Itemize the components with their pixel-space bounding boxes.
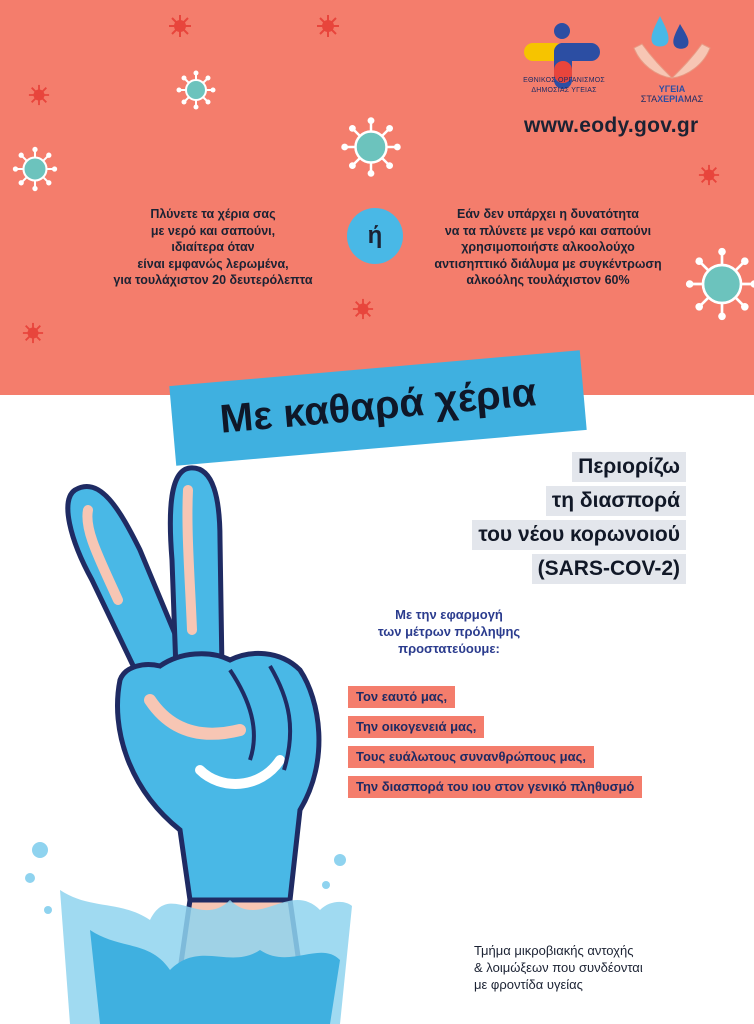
virus-icon bbox=[352, 298, 374, 320]
eody-name-line: ΔΗΜΟΣΙΑΣ ΥΓΕΙΑΣ bbox=[531, 87, 597, 94]
campaign-name bbox=[624, 84, 720, 104]
credit-line: & λοιμώξεων που συνδέονται bbox=[474, 960, 643, 975]
department-credit bbox=[474, 942, 734, 993]
coronavirus-icon bbox=[684, 246, 754, 322]
eody-name-line: ΕΘΝΙΚΟΣ ΟΡΓΑΝΙΣΜΟΣ bbox=[523, 77, 605, 84]
sanitizer-instructions bbox=[416, 206, 680, 289]
wash-instructions bbox=[78, 206, 348, 289]
coronavirus-icon bbox=[12, 146, 58, 192]
instruction-line: να τα πλύνετε με νερό και σαπούνι bbox=[444, 223, 652, 238]
heading bbox=[414, 452, 686, 588]
credit-line: με φροντίδα υγείας bbox=[474, 977, 583, 992]
intro-line: των μέτρων πρόληψης bbox=[377, 624, 521, 639]
instruction-line: Πλύνετε τα χέρια σας bbox=[150, 207, 276, 221]
eody-name bbox=[514, 76, 614, 96]
credit-line: Τμήμα μικροβιακής αντοχής bbox=[474, 943, 634, 958]
heading-line: (SARS-COV-2) bbox=[532, 554, 686, 584]
virus-icon bbox=[698, 164, 720, 186]
instruction-line: για τουλάχιστον 20 δευτερόλεπτα bbox=[113, 273, 313, 287]
coronavirus-icon bbox=[176, 70, 216, 110]
virus-icon bbox=[22, 322, 44, 344]
protection-list bbox=[348, 686, 728, 806]
instruction-line: χρησιμοποιήστε αλκοολούχο bbox=[461, 240, 635, 254]
campaign-word: ΣΤΑ bbox=[640, 94, 658, 104]
instruction-line: είναι εμφανώς λερωμένα, bbox=[137, 256, 289, 271]
instruction-line: αντισηπτικό διάλυμα με συγκέντρωση bbox=[434, 256, 662, 271]
peace-hand-illustration bbox=[0, 430, 360, 1024]
hands-water-logo bbox=[630, 8, 714, 88]
virus-icon bbox=[28, 84, 50, 106]
heading-line: Περιορίζω bbox=[572, 452, 686, 482]
intro-line: προστατεύουμε: bbox=[398, 641, 500, 656]
list-item: Την διασπορά του ιου στον γενικό πληθυσμό bbox=[348, 776, 642, 798]
instruction-line: αλκοόλης τουλάχιστον 60% bbox=[466, 273, 630, 287]
list-item: Τους ευάλωτους συνανθρώπους μας, bbox=[348, 746, 594, 768]
instruction-line: με νερό και σαπούνι, bbox=[150, 223, 276, 238]
list-item: Τον εαυτό μας, bbox=[348, 686, 455, 708]
instruction-line: ιδιαίτερα όταν bbox=[171, 240, 255, 254]
heading-line: του νέου κορωνοιού bbox=[472, 520, 686, 550]
heading-line: τη διασπορά bbox=[546, 486, 686, 516]
list-item: Την οικογενειά μας, bbox=[348, 716, 484, 738]
coronavirus-icon bbox=[340, 116, 402, 178]
website-link[interactable]: www.eody.gov.gr bbox=[524, 114, 699, 137]
campaign-word: ΧΕΡΙΑ bbox=[657, 94, 685, 104]
instruction-line: Εάν δεν υπάρχει η δυνατότητα bbox=[457, 207, 639, 221]
campaign-word: ΥΓΕΙΑ bbox=[658, 84, 686, 94]
intro-line: Με την εφαρμογή bbox=[395, 607, 503, 622]
main-slogan: Με καθαρά χέρια bbox=[218, 370, 538, 442]
virus-icon bbox=[168, 14, 192, 38]
campaign-word: ΜΑΣ bbox=[684, 94, 704, 104]
intro-text bbox=[344, 606, 554, 657]
virus-icon bbox=[316, 14, 340, 38]
or-badge: ή bbox=[347, 208, 403, 264]
